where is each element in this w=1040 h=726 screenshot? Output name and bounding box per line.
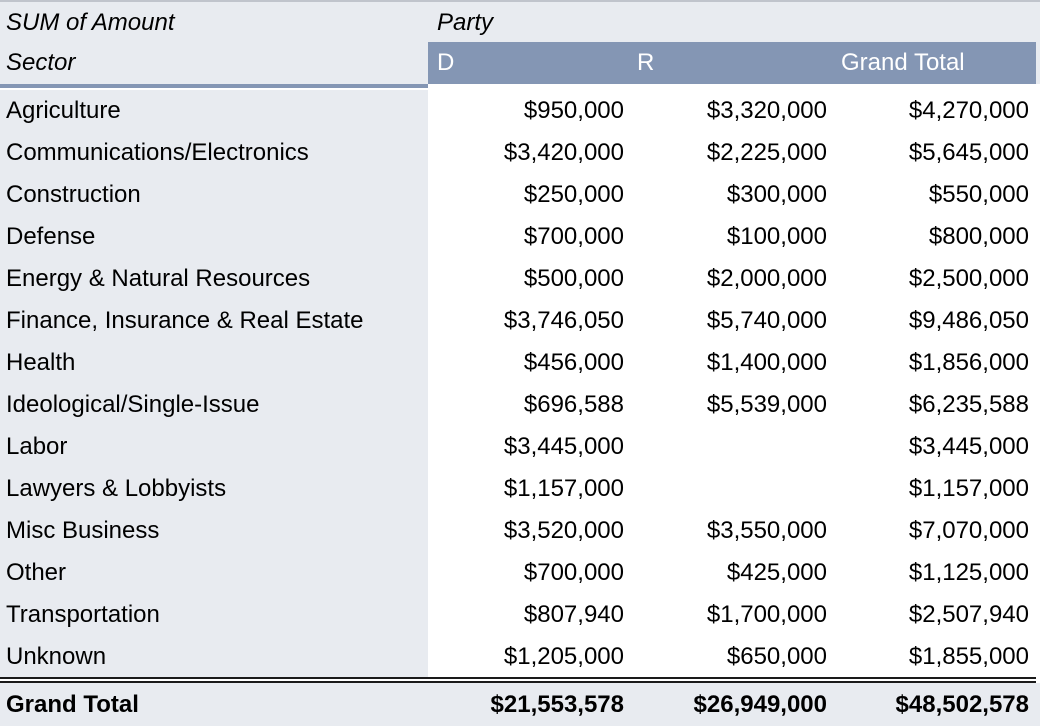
r-amount-cell[interactable]: $425,000 — [726, 559, 827, 586]
total-amount-cell[interactable]: $3,445,000 — [908, 433, 1029, 460]
table-row — [0, 510, 1040, 552]
sector-cell[interactable]: Ideological/Single-Issue — [0, 384, 428, 426]
table-row — [0, 636, 1040, 678]
table-row — [0, 594, 1040, 636]
table-row — [0, 342, 1040, 384]
sector-cell[interactable]: Energy & Natural Resources — [0, 258, 428, 300]
r-amount-cell[interactable]: $3,320,000 — [706, 97, 827, 124]
sector-cell[interactable]: Finance, Insurance & Real Estate — [0, 300, 428, 342]
total-amount-cell[interactable]: $2,500,000 — [908, 265, 1029, 292]
total-amount-cell[interactable]: $550,000 — [928, 181, 1029, 208]
table-row — [0, 90, 1040, 132]
d-amount-cell[interactable]: $500,000 — [523, 265, 624, 292]
column-header-r[interactable]: R — [637, 49, 655, 76]
sector-cell[interactable]: Labor — [0, 426, 428, 468]
table-row — [0, 174, 1040, 216]
total-amount-cell[interactable]: $6,235,588 — [908, 391, 1029, 418]
total-amount-cell[interactable]: $4,270,000 — [908, 97, 1029, 124]
d-amount-cell[interactable]: $3,445,000 — [503, 433, 624, 460]
total-amount-cell[interactable]: $800,000 — [928, 223, 1029, 250]
column-header-d[interactable]: D — [437, 49, 455, 76]
sector-cell[interactable]: Health — [0, 342, 428, 384]
d-amount-cell[interactable]: $3,746,050 — [503, 307, 624, 334]
d-amount-cell[interactable]: $3,520,000 — [503, 517, 624, 544]
header-row-columns — [0, 42, 1040, 84]
column-headers — [428, 42, 1036, 84]
header-divider-left — [0, 84, 428, 88]
sector-cell[interactable]: Unknown — [0, 636, 428, 678]
sector-cell[interactable]: Other — [0, 552, 428, 594]
total-amount-cell[interactable]: $7,070,000 — [908, 517, 1029, 544]
table-row — [0, 426, 1040, 468]
sector-cell[interactable]: Transportation — [0, 594, 428, 636]
d-amount-cell[interactable]: $950,000 — [523, 97, 624, 124]
grand-total-d[interactable]: $21,553,578 — [428, 683, 624, 726]
d-amount-cell[interactable]: $696,588 — [523, 391, 624, 418]
total-amount-cell[interactable]: $1,855,000 — [908, 643, 1029, 670]
total-amount-cell[interactable]: $2,507,940 — [908, 601, 1029, 628]
total-divider-top — [0, 677, 1036, 679]
d-amount-cell[interactable]: $3,420,000 — [503, 139, 624, 166]
r-amount-cell[interactable] — [624, 426, 827, 468]
sector-cell[interactable]: Communications/Electronics — [0, 132, 428, 174]
table-row — [0, 300, 1040, 342]
r-amount-cell[interactable]: $300,000 — [726, 181, 827, 208]
d-amount-cell[interactable]: $700,000 — [523, 223, 624, 250]
d-amount-cell[interactable]: $1,157,000 — [503, 475, 624, 502]
r-amount-cell[interactable]: $2,000,000 — [706, 265, 827, 292]
total-amount-cell[interactable]: $1,856,000 — [908, 349, 1029, 376]
d-amount-cell[interactable]: $807,940 — [523, 601, 624, 628]
header-row-values — [0, 2, 1040, 44]
table-row — [0, 132, 1040, 174]
row-field-label[interactable]: Sector — [0, 42, 428, 84]
d-amount-cell[interactable]: $250,000 — [523, 181, 624, 208]
d-amount-cell[interactable]: $1,205,000 — [503, 643, 624, 670]
r-amount-cell[interactable]: $3,550,000 — [706, 517, 827, 544]
table-row — [0, 258, 1040, 300]
r-amount-cell[interactable]: $650,000 — [726, 643, 827, 670]
sector-cell[interactable]: Defense — [0, 216, 428, 258]
column-field-label[interactable]: Party — [428, 2, 1040, 44]
r-amount-cell[interactable]: $2,225,000 — [706, 139, 827, 166]
grand-total-label[interactable]: Grand Total — [0, 683, 428, 726]
values-field-label[interactable]: SUM of Amount — [0, 2, 428, 44]
d-amount-cell[interactable]: $700,000 — [523, 559, 624, 586]
table-row — [0, 384, 1040, 426]
grand-total-row — [0, 683, 1040, 726]
sector-cell[interactable]: Agriculture — [0, 90, 428, 132]
total-amount-cell[interactable]: $9,486,050 — [908, 307, 1029, 334]
r-amount-cell[interactable] — [624, 468, 827, 510]
r-amount-cell[interactable]: $100,000 — [726, 223, 827, 250]
grand-total-total[interactable]: $48,502,578 — [827, 683, 1029, 726]
sector-cell[interactable]: Lawyers & Lobbyists — [0, 468, 428, 510]
r-amount-cell[interactable]: $5,740,000 — [706, 307, 827, 334]
sector-cell[interactable]: Construction — [0, 174, 428, 216]
table-row — [0, 216, 1040, 258]
table-row — [0, 468, 1040, 510]
r-amount-cell[interactable]: $5,539,000 — [706, 391, 827, 418]
grand-total-r[interactable]: $26,949,000 — [624, 683, 827, 726]
column-header-grand-total[interactable]: Grand Total — [841, 49, 965, 76]
total-amount-cell[interactable]: $1,157,000 — [908, 475, 1029, 502]
sector-cell[interactable]: Misc Business — [0, 510, 428, 552]
r-amount-cell[interactable]: $1,400,000 — [706, 349, 827, 376]
d-amount-cell[interactable]: $456,000 — [523, 349, 624, 376]
r-amount-cell[interactable]: $1,700,000 — [706, 601, 827, 628]
total-amount-cell[interactable]: $1,125,000 — [908, 559, 1029, 586]
table-row — [0, 552, 1040, 594]
total-amount-cell[interactable]: $5,645,000 — [908, 139, 1029, 166]
